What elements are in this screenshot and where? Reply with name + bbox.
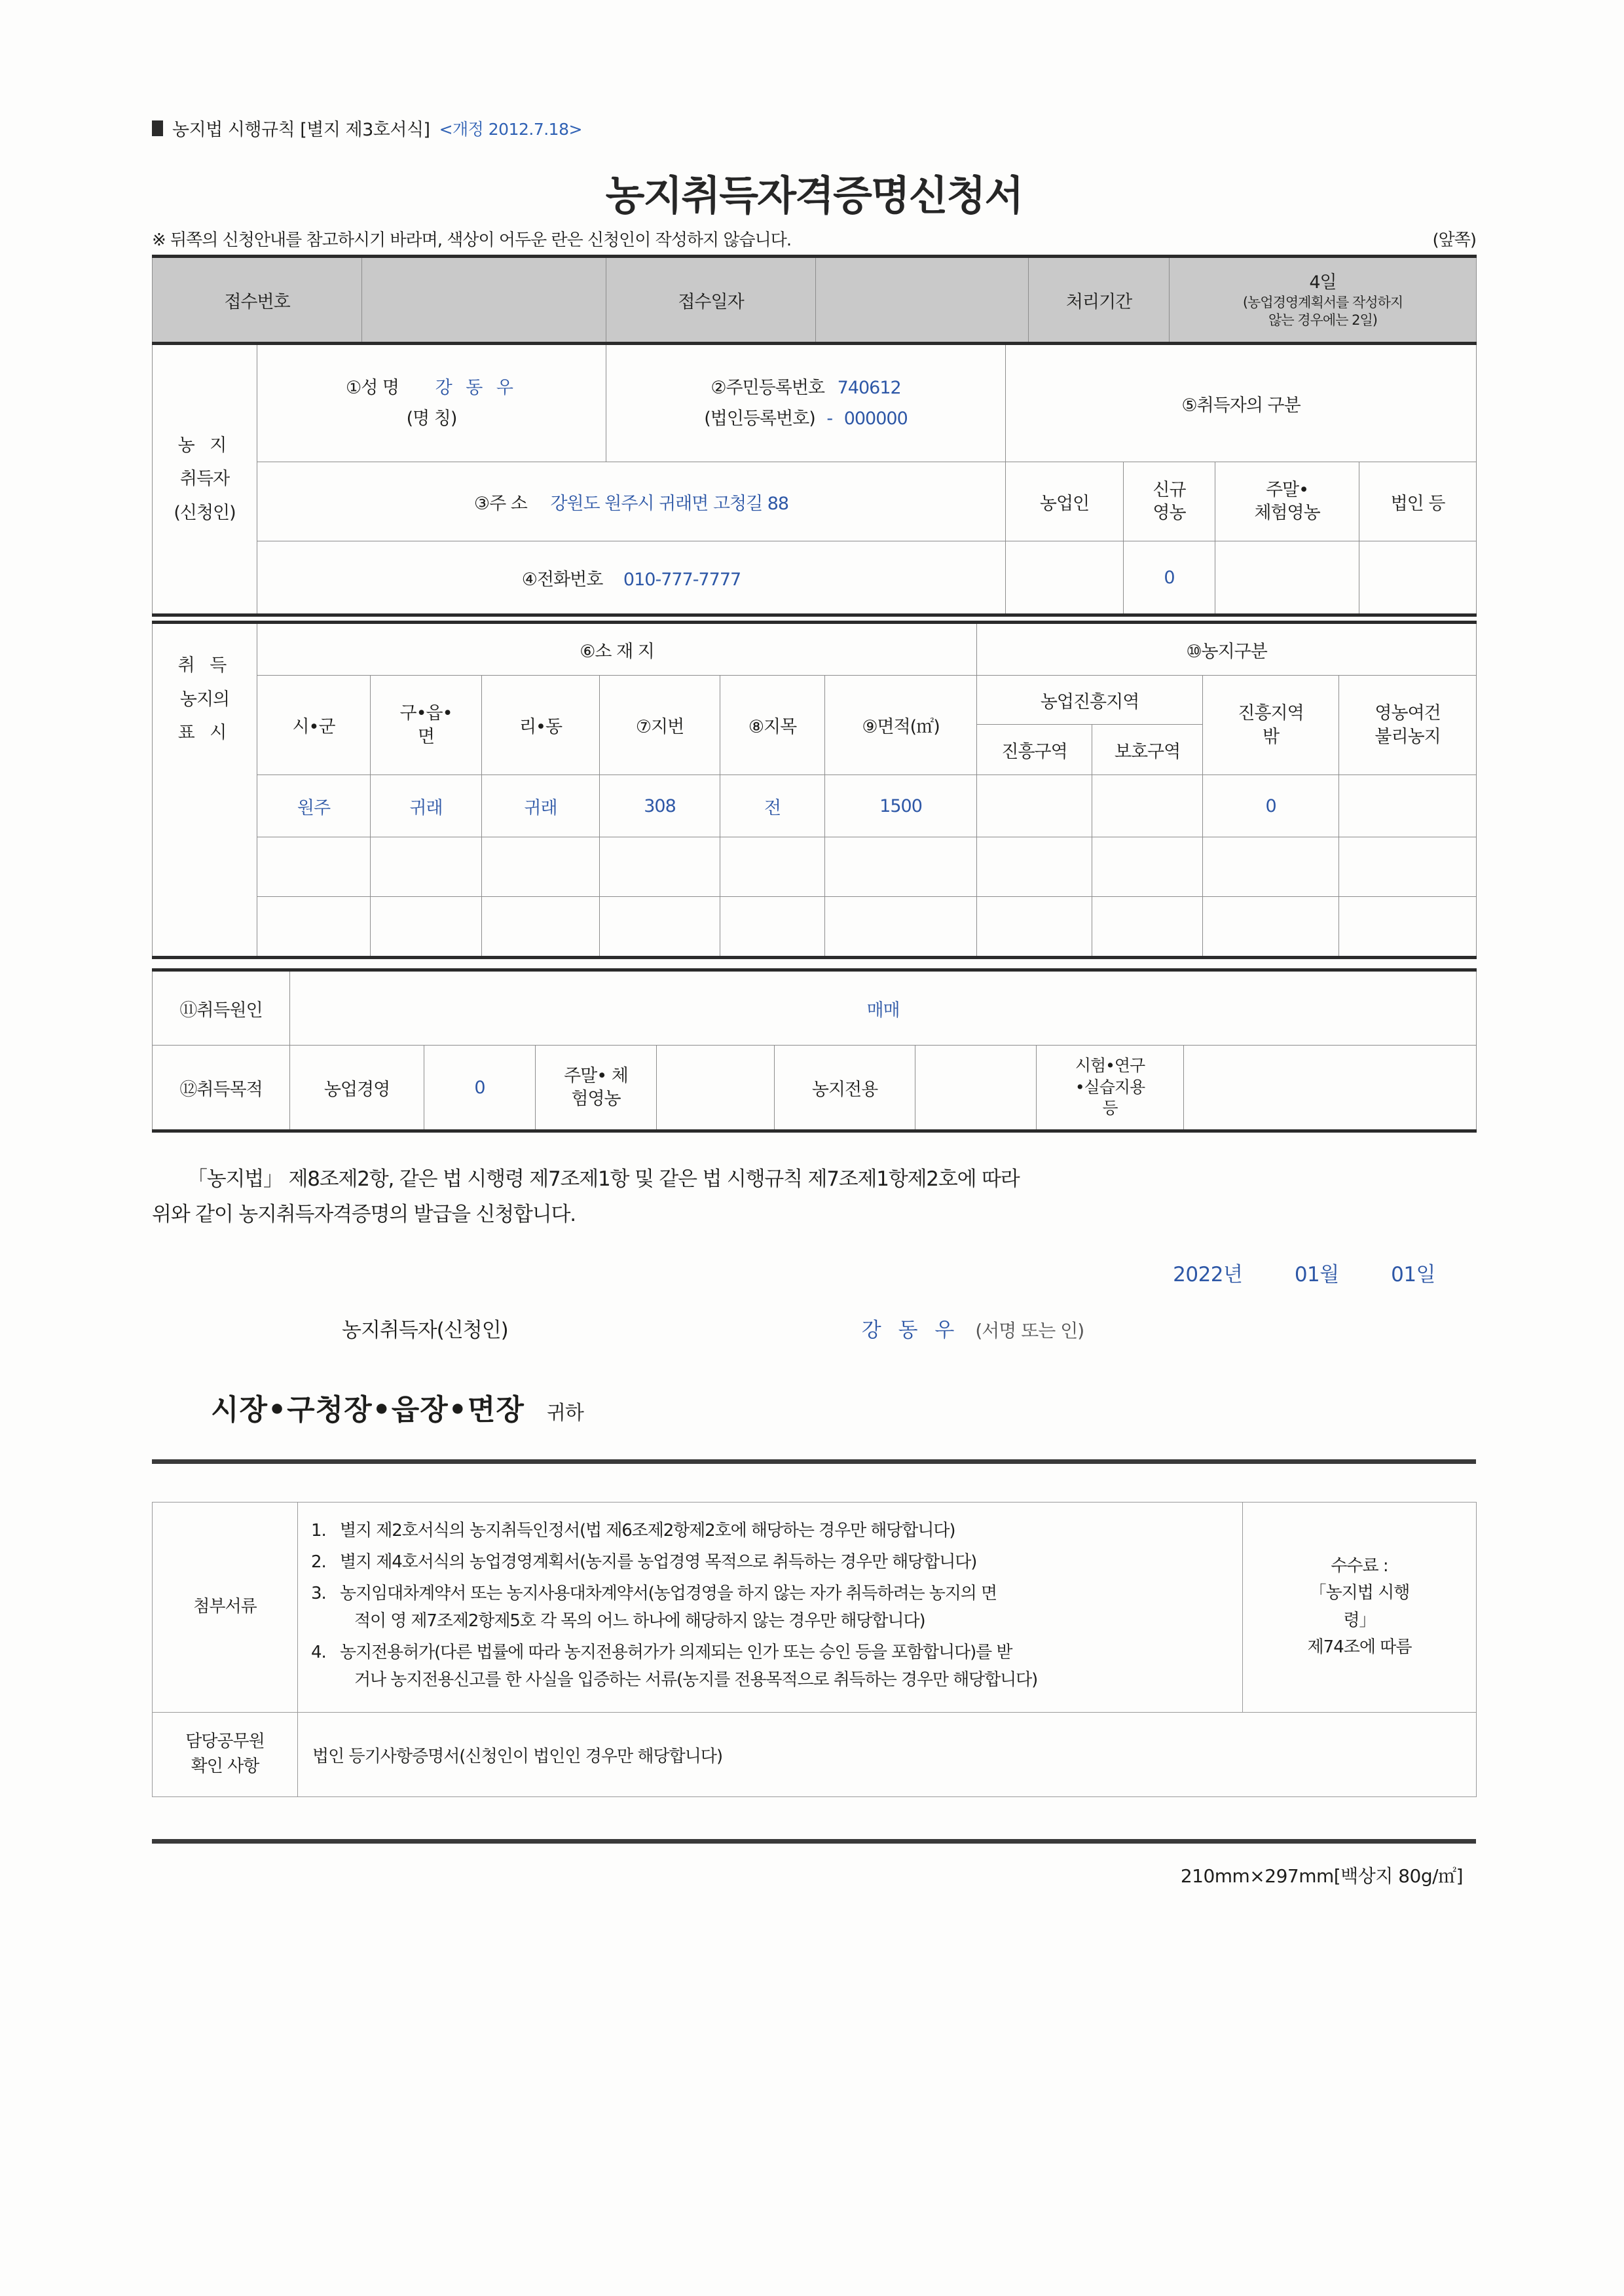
- applicant-rrn-value: 740612: [837, 377, 901, 398]
- side-marker: (앞쪽): [1432, 230, 1476, 250]
- attachment-text: 농지임대차계약서 또는 농지사용대차계약서(농업경영을 하지 않는 자가 취득하려는 농지의 면: [340, 1583, 997, 1603]
- cell-jibeon[interactable]: [600, 897, 720, 958]
- form-reference-line: [152, 115, 1476, 141]
- farmland-side-label: [153, 623, 257, 775]
- processing-period-value: 4일: [1309, 272, 1337, 293]
- col-header-jinheung-guyeok: 진흥구역: [977, 725, 1092, 775]
- officer-check-text: 법인 등기사항증명서(신청인이 법인인 경우만 해당합니다): [298, 1713, 1477, 1797]
- col-header-area: ⑨면적(㎡): [825, 676, 977, 775]
- fee-law-1: 「농지법 시행: [1309, 1583, 1410, 1603]
- attachments-list: [298, 1503, 1242, 1713]
- purpose-label-research-3: 등: [1102, 1099, 1118, 1118]
- list-item: [311, 1639, 1230, 1694]
- purpose-label-weekend-2: 험영농: [571, 1089, 621, 1109]
- cell-jibeon[interactable]: 308: [600, 775, 720, 837]
- legal-statement-line-1: 「농지법」 제8조제2항, 같은 법 시행령 제7조제1항 및 같은 법 시행규칙 제7조제1항제2호에 따라: [187, 1167, 1020, 1191]
- cell-ri-dong[interactable]: [482, 897, 600, 958]
- attachment-number: 3.: [311, 1583, 326, 1603]
- purpose-check-weekend[interactable]: [657, 1046, 775, 1131]
- legal-statement-line-2: 위와 같이 농지취득자격증명의 발급을 신청합니다.: [152, 1203, 576, 1227]
- officer-check-label: [153, 1713, 298, 1797]
- col-header-jibeon: ⑦지번: [600, 676, 720, 775]
- receipt-number-label: 접수번호: [153, 257, 362, 342]
- cell-unfavorable[interactable]: [1339, 897, 1477, 958]
- purpose-label-research-2: •실습지용: [1075, 1077, 1145, 1097]
- addressee-title: 시장•구청장•읍장•면장: [211, 1393, 525, 1427]
- cell-boho-guyeok[interactable]: [1092, 837, 1203, 897]
- classification-group-header: ⑩농지구분: [977, 623, 1477, 676]
- officer-check-label-1: 담당공무원: [185, 1732, 265, 1752]
- class-check-farmer[interactable]: [1006, 541, 1124, 615]
- col-header-gu-eup-myeon: [371, 676, 482, 775]
- signature-date-month: 01월: [1294, 1262, 1339, 1286]
- signature-date-year: 2022년: [1173, 1262, 1243, 1286]
- section-divider-top: [152, 1459, 1476, 1464]
- bullet-square-icon: [152, 120, 163, 136]
- cell-jinheung-guyeok[interactable]: [977, 897, 1092, 958]
- list-item: [311, 1580, 1230, 1635]
- applicant-name-label: ①성 명: [346, 377, 399, 398]
- cell-gu-eup-myeon[interactable]: [371, 837, 482, 897]
- cell-jimok[interactable]: [720, 897, 825, 958]
- col-header-outside-promotion-1: 진흥지역: [1238, 703, 1304, 724]
- col-header-unfavorable-1: 영농여건: [1375, 703, 1441, 724]
- cell-outside-promotion[interactable]: [1203, 837, 1339, 897]
- farmland-side-label-1: 취 득: [177, 655, 232, 676]
- applicant-rrn-cell[interactable]: [606, 344, 1006, 462]
- cell-jimok[interactable]: [720, 837, 825, 897]
- signer-label: 농지취득자(신청인): [342, 1318, 508, 1342]
- fee-label: 수수료 :: [1331, 1556, 1388, 1576]
- col-header-unfavorable: [1339, 676, 1477, 775]
- attachment-number: 1.: [311, 1520, 326, 1540]
- class-header-farmer: 농업인: [1006, 462, 1124, 541]
- col-header-gu-eup-myeon-2: 면: [417, 726, 435, 747]
- purpose-label-research-1: 시험•연구: [1075, 1056, 1145, 1076]
- attachment-text-cont: 거나 농지전용신고를 한 사실을 입증하는 서류(농지를 전용목적으로 취득하는 경우만 해당합니다): [354, 1670, 1038, 1690]
- signature-date: [152, 1258, 1476, 1287]
- class-header-new-farmer-1: 신규: [1153, 479, 1186, 500]
- class-header-weekend-farmer-2: 체험영농: [1254, 503, 1320, 523]
- purpose-label-conversion: 농지전용: [775, 1046, 915, 1131]
- fee-article: 제74조에 따름: [1307, 1637, 1412, 1658]
- signer-name: 강 동 우: [861, 1318, 960, 1342]
- applicant-address-cell[interactable]: [257, 462, 1006, 541]
- applicant-name-cell[interactable]: [257, 344, 606, 462]
- applicant-rrn-label: ②주민등록번호: [710, 377, 825, 398]
- cell-ri-dong[interactable]: [482, 837, 600, 897]
- applicant-phone-label: ④전화번호: [521, 569, 603, 590]
- attachment-text-cont: 적이 영 제7조제2항제5호 각 목의 어느 하나에 해당하지 않는 경우만 해당합니다): [354, 1611, 925, 1631]
- cell-sigun[interactable]: 원주: [257, 775, 371, 837]
- attachments-table: [152, 1502, 1477, 1798]
- location-group-header: ⑥소 재 지: [257, 623, 977, 676]
- cell-area[interactable]: 1500: [825, 775, 977, 837]
- notice-bar: [152, 227, 1476, 255]
- cell-area[interactable]: [825, 837, 977, 897]
- acquirer-side-label-2: 취득자: [179, 469, 230, 490]
- legal-statement: [152, 1161, 1476, 1233]
- processing-period-cell: [1170, 257, 1477, 342]
- applicant-name-sub-label: (명 칭): [406, 409, 457, 429]
- class-check-corporation[interactable]: [1359, 541, 1477, 615]
- purpose-check-research[interactable]: [1184, 1046, 1477, 1131]
- acquirer-side-label: [153, 344, 257, 615]
- applicant-name-value: 강 동 우: [435, 377, 517, 398]
- purpose-check-farming[interactable]: 0: [424, 1046, 536, 1131]
- col-header-outside-promotion-2: 밖: [1263, 726, 1280, 747]
- class-check-weekend-farmer[interactable]: [1215, 541, 1359, 615]
- processing-period-note-2: 않는 경우에는 2일): [1268, 312, 1377, 328]
- signature-date-day: 01일: [1391, 1262, 1435, 1286]
- cell-area[interactable]: [825, 897, 977, 958]
- form-reference-text: 농지법 시행규칙 [별지 제3호서식]: [172, 120, 430, 140]
- purpose-label-farming: 농업경영: [290, 1046, 424, 1131]
- receipt-table: [152, 255, 1477, 342]
- form-revision-text: <개정 2012.7.18>: [439, 119, 582, 139]
- cell-boho-guyeok[interactable]: [1092, 897, 1203, 958]
- farmland-table: [152, 621, 1477, 959]
- acquisition-table: [152, 968, 1477, 1133]
- cell-outside-promotion[interactable]: [1203, 897, 1339, 958]
- table-row[interactable]: [153, 897, 1477, 958]
- addressee-suffix: 귀하: [546, 1401, 583, 1425]
- class-header-new-farmer: [1124, 462, 1215, 541]
- acquisition-cause-value[interactable]: 매매: [290, 970, 1477, 1046]
- acquirer-side-label-1: 농 지: [177, 435, 232, 456]
- applicant-address-value: 강원도 원주시 귀래면 고청길 88: [550, 493, 789, 514]
- cell-gu-eup-myeon[interactable]: 귀래: [371, 775, 482, 837]
- notice-text: ※ 뒤쪽의 신청안내를 참고하시기 바라며, 색상이 어두운 란은 신청인이 작성하지 않습니다.: [152, 230, 792, 250]
- page-title: 농지취득자격증명신청서: [605, 172, 1023, 219]
- applicant-address-label: ③주 소: [473, 493, 527, 514]
- cell-ri-dong[interactable]: 귀래: [482, 775, 600, 837]
- applicant-phone-value: 010-777-7777: [623, 569, 741, 590]
- applicant-rrn-dash: -: [826, 409, 833, 429]
- addressee-line: [152, 1386, 1476, 1428]
- list-item: [311, 1517, 1230, 1544]
- table-row[interactable]: [153, 775, 1477, 837]
- cell-jinheung-guyeok[interactable]: [977, 775, 1092, 837]
- fee-cell: [1243, 1502, 1477, 1713]
- farmland-side-label-3: 표 시: [177, 722, 232, 743]
- col-header-outside-promotion: [1203, 676, 1339, 775]
- signature-line: [152, 1313, 1476, 1343]
- cell-unfavorable[interactable]: [1339, 837, 1477, 897]
- acquisition-purpose-label: ⑫취득목적: [153, 1046, 290, 1131]
- acquirer-table: [152, 342, 1477, 617]
- attachment-text: 농지전용허가(다른 법률에 따라 농지전용허가가 의제되는 인가 또는 승인 등을 포함합니다)를 받: [340, 1642, 1012, 1662]
- applicant-phone-cell[interactable]: [257, 541, 1006, 615]
- section-divider-bottom: [152, 1839, 1476, 1844]
- attachment-text: 별지 제2호서식의 농지취득인정서(법 제6조제2항제2호에 해당하는 경우만 해당합니다): [340, 1520, 955, 1540]
- purpose-label-research: [1037, 1046, 1184, 1131]
- officer-check-label-2: 확인 사항: [191, 1757, 259, 1777]
- cell-jibeon[interactable]: [600, 837, 720, 897]
- receipt-date-label: 접수일자: [606, 257, 816, 342]
- cell-sigun[interactable]: [257, 897, 371, 958]
- farmland-side-label-2: 농지의: [179, 689, 230, 710]
- acquirer-side-label-3: (신청인): [174, 502, 236, 523]
- cell-boho-guyeok[interactable]: [1092, 775, 1203, 837]
- col-header-ri-dong: 리•동: [482, 676, 600, 775]
- receipt-number-value[interactable]: [362, 257, 606, 342]
- fee-law-2: 령」: [1343, 1610, 1376, 1630]
- class-header-weekend-farmer: [1215, 462, 1359, 541]
- cell-jinheung-guyeok[interactable]: [977, 837, 1092, 897]
- applicant-corp-no-label: (법인등록번호): [704, 409, 815, 429]
- class-header-weekend-farmer-1: 주말•: [1265, 479, 1309, 500]
- acquirer-class-title: ⑤취득자의 구분: [1006, 344, 1477, 462]
- cell-gu-eup-myeon[interactable]: [371, 897, 482, 958]
- acquisition-cause-label: ⑪취득원인: [153, 970, 290, 1046]
- list-item: [311, 1548, 1230, 1576]
- col-header-gu-eup-myeon-1: 구•읍•: [399, 703, 452, 724]
- cell-sigun[interactable]: [257, 837, 371, 897]
- purpose-label-weekend-1: 주말• 체: [564, 1065, 628, 1086]
- table-row[interactable]: [153, 837, 1477, 897]
- class-header-new-farmer-2: 영농: [1153, 503, 1186, 523]
- cell-jimok[interactable]: 전: [720, 775, 825, 837]
- applicant-rrn-value2: 000000: [843, 409, 908, 429]
- processing-period-note-1: (농업경영계획서를 작성하지: [1242, 295, 1403, 311]
- class-header-corporation: 법인 등: [1359, 462, 1477, 541]
- receipt-date-value[interactable]: [816, 257, 1029, 342]
- cell-unfavorable[interactable]: [1339, 775, 1477, 837]
- attachment-text: 별지 제4호서식의 농업경영계획서(농지를 농업경영 목적으로 취득하는 경우만 해당합니다): [340, 1552, 977, 1572]
- attachments-list-cell: [298, 1502, 1243, 1713]
- attachment-number: 4.: [311, 1642, 326, 1662]
- col-header-jimok: ⑧지목: [720, 676, 825, 775]
- paper-spec: 210mm×297mm[백상지 80g/㎡]: [1180, 1865, 1463, 1887]
- processing-period-label: 처리기간: [1029, 257, 1170, 342]
- col-header-promotion-area: 농업진흥지역: [977, 676, 1203, 725]
- col-header-unfavorable-2: 불리농지: [1375, 726, 1441, 747]
- col-header-boho-guyeok: 보호구역: [1092, 725, 1203, 775]
- cell-outside-promotion[interactable]: 0: [1203, 775, 1339, 837]
- attachments-label: 첨부서류: [153, 1502, 298, 1713]
- form-sheet: [152, 115, 1476, 1888]
- purpose-label-weekend: [536, 1046, 657, 1131]
- col-header-sigun: 시•군: [257, 676, 371, 775]
- purpose-check-conversion[interactable]: [915, 1046, 1037, 1131]
- attachment-number: 2.: [311, 1552, 326, 1572]
- signature-seal-note: (서명 또는 인): [975, 1319, 1084, 1341]
- class-check-new-farmer[interactable]: 0: [1124, 541, 1215, 615]
